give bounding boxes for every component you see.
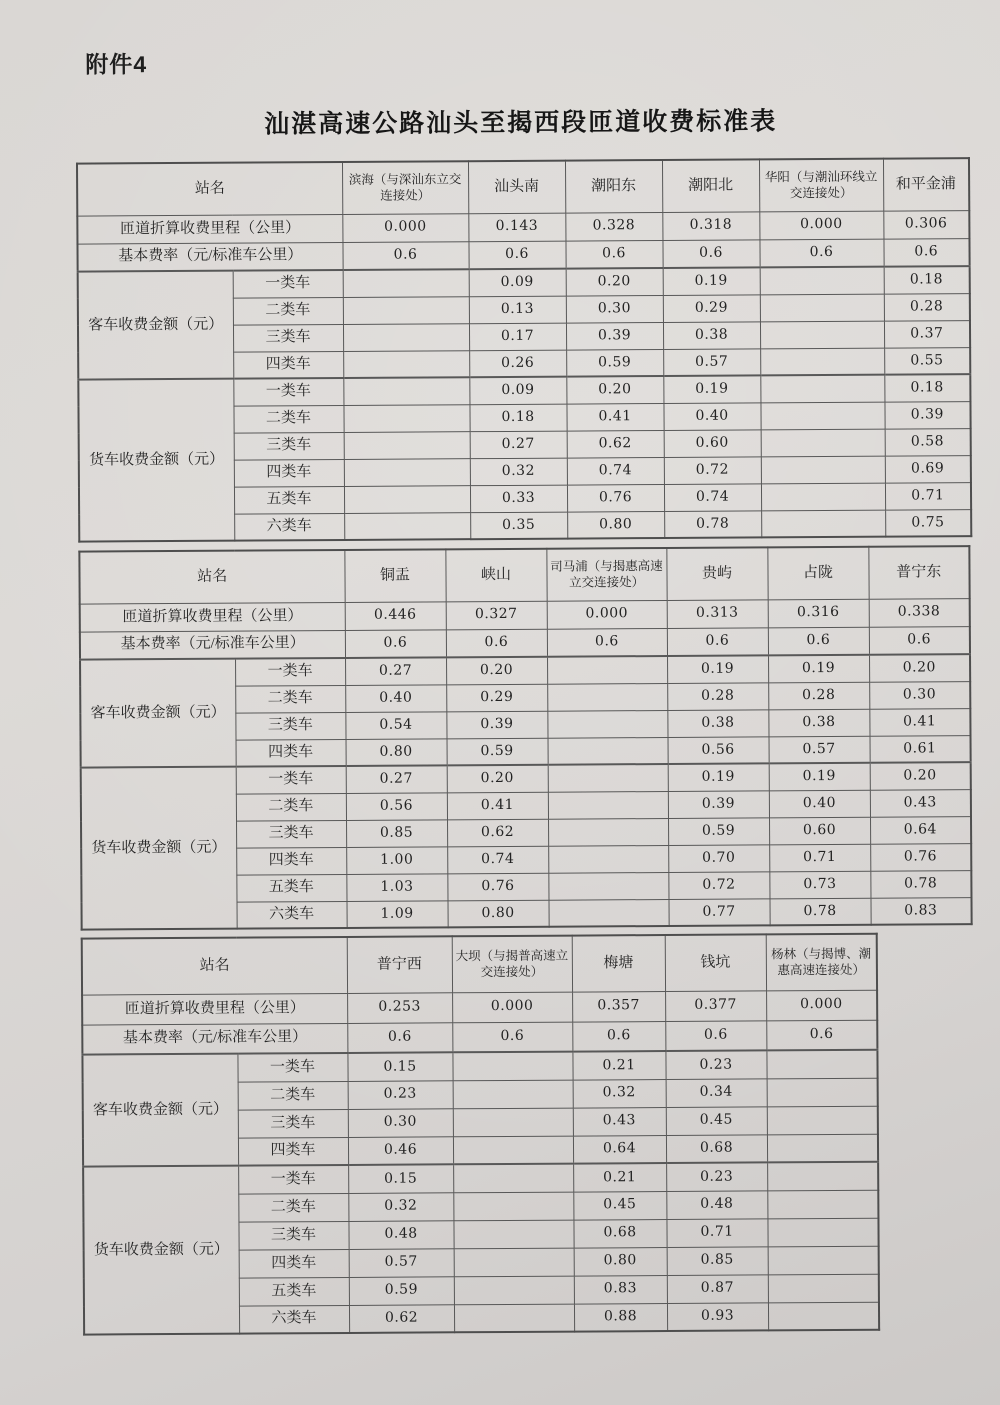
vehicle-class-cell: 一类车 [235,658,345,686]
toll-table-3 [81,933,880,1336]
truck-section-label-cell: 货车收费金额（元） [78,379,234,542]
truck-toll-value-cell [760,375,884,403]
truck-toll-value-cell: 0.88 [574,1303,667,1332]
passenger-toll-value-cell: 0.41 [869,708,970,736]
truck-toll-value-cell: 0.80 [447,900,548,928]
truck-toll-value-cell: 0.48 [348,1220,453,1249]
passenger-toll-value-cell: 0.20 [446,657,547,685]
truck-toll-value-cell [768,1246,879,1275]
mileage-value-cell: 0.253 [347,992,452,1023]
truck-toll-value-cell [767,1218,878,1247]
toll-table-1 [76,157,972,542]
vehicle-class-cell: 四类车 [239,1249,349,1278]
truck-section-label-cell: 货车收费金额（元） [81,767,237,930]
mileage-value-cell: 0.318 [662,211,759,240]
passenger-toll-value-cell: 0.19 [667,655,768,683]
passenger-toll-value-cell: 0.38 [768,709,869,737]
vehicle-class-cell: 三类车 [235,712,345,740]
truck-toll-value-cell [454,1248,574,1277]
passenger-toll-value-cell: 0.18 [884,266,970,294]
truck-toll-value-cell [548,845,668,873]
passenger-toll-value-cell: 0.30 [348,1108,453,1137]
passenger-toll-value-cell: 0.57 [663,348,760,376]
passenger-toll-value-cell: 0.29 [446,684,547,712]
truck-toll-value-cell: 0.33 [470,485,567,513]
truck-toll-value-cell: 0.80 [574,1247,667,1276]
passenger-toll-value-cell: 0.19 [768,655,869,683]
truck-toll-value-cell: 0.45 [573,1191,666,1220]
vehicle-class-cell: 一类车 [236,766,346,794]
mileage-value-cell: 0.143 [468,213,565,242]
base-rate-value-cell: 0.6 [342,241,468,270]
base-rate-value-cell: 0.6 [768,627,869,656]
truck-toll-value-cell: 0.20 [447,765,548,793]
vehicle-class-cell: 一类车 [233,378,343,406]
passenger-toll-value-cell: 0.29 [663,294,760,322]
passenger-toll-value-cell [547,683,667,711]
passenger-toll-value-cell [767,1078,878,1107]
base-rate-value-cell: 0.6 [347,1022,452,1053]
truck-toll-value-cell: 0.56 [346,792,447,820]
truck-toll-value-cell: 0.64 [870,816,971,844]
mileage-value-cell: 0.357 [572,991,665,1022]
truck-toll-value-cell: 0.69 [885,455,971,483]
truck-toll-value-cell: 0.32 [348,1192,453,1221]
passenger-section-label-cell: 客车收费金额（元） [78,271,234,380]
truck-toll-value-cell: 0.78 [664,510,761,538]
mileage-label-cell: 匝道折算收费里程（公里） [80,602,345,632]
passenger-section-label-cell: 客车收费金额（元） [82,1054,238,1167]
station-header-cell: 司马浦（与揭惠高速立交连接处） [546,548,666,601]
station-header-cell: 峡山 [445,549,546,602]
passenger-toll-value-cell [343,350,469,378]
passenger-toll-value-cell: 0.34 [666,1078,767,1107]
passenger-toll-value-cell [452,1052,572,1081]
vehicle-class-cell: 五类车 [239,1277,349,1306]
truck-toll-value-cell [761,429,885,457]
vehicle-class-cell: 二类车 [236,793,346,821]
vehicle-class-cell: 六类车 [239,1305,349,1334]
passenger-toll-value-cell [453,1108,573,1137]
passenger-toll-value-cell: 0.59 [447,738,548,766]
station-header-cell: 潮阳东 [565,160,662,213]
vehicle-class-cell: 二类车 [233,297,343,325]
station-header-cell: 华阳（与潮汕环线立交连接处） [759,159,883,212]
truck-toll-value-cell [761,483,885,511]
passenger-toll-value-cell: 0.28 [884,293,970,321]
base-rate-value-cell: 0.6 [468,241,565,270]
mileage-value-cell: 0.377 [665,990,766,1021]
truck-toll-value-cell: 0.48 [666,1190,767,1219]
mileage-value-cell: 0.000 [547,600,667,629]
passenger-toll-value-cell: 0.59 [566,349,663,377]
passenger-toll-value-cell [343,323,469,351]
passenger-toll-value-cell: 0.40 [345,684,446,712]
base-rate-value-cell: 0.6 [565,240,662,269]
document-title: 汕湛高速公路汕头至揭西段匝道收费标准表 [264,108,778,139]
vehicle-class-cell: 二类车 [235,685,345,713]
vehicle-class-cell: 四类车 [236,847,346,875]
passenger-toll-value-cell [766,1050,877,1079]
mileage-value-cell: 0.000 [759,211,883,240]
toll-table-2 [78,545,972,930]
truck-toll-value-cell [454,1304,574,1333]
truck-toll-value-cell [344,458,470,486]
truck-toll-value-cell [548,764,668,792]
truck-toll-value-cell: 0.68 [573,1219,666,1248]
truck-toll-value-cell: 0.60 [769,817,870,845]
truck-toll-value-cell: 0.20 [566,376,663,404]
station-header-cell: 铜盂 [344,549,445,602]
truck-toll-value-cell [548,818,668,846]
mileage-value-cell: 0.316 [768,599,869,628]
attachment-label: 附件4 [85,51,148,78]
base-rate-value-cell: 0.6 [869,626,970,655]
base-rate-value-cell: 0.6 [446,629,547,658]
truck-toll-value-cell: 0.27 [470,431,567,459]
truck-toll-value-cell: 0.74 [447,846,548,874]
base-rate-value-cell: 0.6 [759,239,883,268]
passenger-toll-value-cell [760,267,884,295]
passenger-toll-value-cell [343,296,469,324]
passenger-toll-value-cell [453,1136,573,1165]
truck-toll-value-cell: 0.62 [567,430,664,458]
base-rate-value-cell: 0.6 [665,1020,766,1051]
base-rate-value-cell: 0.6 [662,239,759,268]
passenger-toll-value-cell: 0.27 [345,657,446,685]
truck-toll-value-cell: 0.71 [885,482,971,510]
base-rate-value-cell: 0.6 [345,629,446,658]
base-rate-value-cell: 0.6 [452,1022,572,1053]
mileage-value-cell: 0.446 [345,601,446,630]
passenger-toll-value-cell: 0.39 [566,322,663,350]
passenger-toll-value-cell [548,737,668,765]
passenger-toll-value-cell: 0.54 [345,711,446,739]
truck-toll-value-cell: 0.57 [349,1248,454,1277]
truck-toll-value-cell: 0.19 [769,763,870,791]
truck-toll-value-cell: 0.18 [469,404,566,432]
truck-toll-value-cell: 0.70 [668,844,769,872]
passenger-toll-value-cell: 0.37 [884,320,970,348]
station-header-cell: 普宁西 [347,936,452,993]
truck-toll-value-cell: 0.39 [668,790,769,818]
truck-toll-value-cell [767,1190,878,1219]
passenger-toll-value-cell [767,1106,878,1135]
mileage-value-cell: 0.306 [883,210,969,239]
passenger-toll-value-cell [767,1134,878,1163]
vehicle-class-cell: 三类车 [234,432,344,460]
truck-toll-value-cell: 0.71 [666,1218,767,1247]
passenger-toll-value-cell: 0.46 [348,1136,453,1165]
truck-toll-value-cell: 0.23 [666,1162,767,1191]
passenger-toll-value-cell: 0.32 [573,1079,666,1108]
truck-toll-value-cell [453,1220,573,1249]
base-rate-value-cell: 0.6 [766,1020,877,1051]
truck-toll-value-cell: 0.19 [663,375,760,403]
mileage-label-cell: 匝道折算收费里程（公里） [77,214,342,244]
truck-toll-value-cell: 0.75 [885,509,971,537]
truck-toll-value-cell: 0.78 [769,898,870,926]
truck-toll-value-cell: 0.83 [870,897,971,925]
passenger-toll-value-cell [760,321,884,349]
passenger-toll-value-cell: 0.43 [573,1107,666,1136]
vehicle-class-cell: 三类车 [238,1221,348,1250]
truck-toll-value-cell [344,485,470,513]
truck-toll-value-cell: 0.41 [566,403,663,431]
passenger-toll-value-cell: 0.38 [663,321,760,349]
passenger-toll-value-cell [453,1080,573,1109]
base-rate-value-cell: 0.6 [547,628,667,657]
truck-toll-value-cell: 0.59 [668,817,769,845]
truck-toll-value-cell: 0.18 [884,374,970,402]
mileage-value-cell: 0.000 [766,990,877,1021]
truck-toll-value-cell: 0.59 [349,1276,454,1305]
passenger-toll-value-cell [547,710,667,738]
truck-toll-value-cell: 0.15 [348,1164,453,1193]
vehicle-class-cell: 一类车 [237,1053,347,1082]
passenger-toll-value-cell: 0.19 [663,267,760,295]
station-name-label-cell: 站名 [82,937,347,995]
truck-toll-value-cell [548,899,668,927]
station-name-label-cell: 站名 [77,162,342,216]
passenger-toll-value-cell: 0.26 [469,350,566,378]
vehicle-class-cell: 四类车 [234,459,344,487]
passenger-toll-value-cell: 0.64 [573,1135,666,1164]
vehicle-class-cell: 四类车 [238,1137,348,1166]
truck-toll-value-cell [548,872,668,900]
truck-toll-value-cell: 0.72 [668,871,769,899]
truck-toll-value-cell: 0.21 [573,1163,666,1192]
vehicle-class-cell: 六类车 [237,901,347,929]
vehicle-class-cell: 四类车 [236,739,346,767]
station-header-cell: 潮阳北 [662,159,759,212]
mileage-value-cell: 0.327 [446,601,547,630]
truck-toll-value-cell: 0.80 [567,511,664,539]
truck-toll-value-cell: 0.78 [870,870,971,898]
station-header-cell: 占陇 [767,547,868,600]
truck-toll-value-cell: 0.87 [667,1274,768,1303]
passenger-toll-value-cell: 0.23 [348,1080,453,1109]
truck-toll-value-cell: 0.85 [346,819,447,847]
truck-toll-value-cell: 0.39 [884,401,970,429]
base-rate-label-cell: 基本费率（元/标准车公里） [77,242,342,272]
vehicle-class-cell: 五类车 [236,874,346,902]
truck-toll-value-cell: 0.73 [769,871,870,899]
truck-toll-value-cell: 0.27 [346,765,447,793]
truck-toll-value-cell: 0.71 [769,844,870,872]
vehicle-class-cell: 三类车 [236,820,346,848]
vehicle-class-cell: 二类车 [238,1081,348,1110]
mileage-value-cell: 0.313 [667,599,768,628]
truck-toll-value-cell: 1.00 [346,846,447,874]
truck-toll-value-cell [548,791,668,819]
truck-toll-value-cell: 0.83 [574,1275,667,1304]
station-header-cell: 杨林（与揭博、潮惠高速连接处） [766,934,877,991]
truck-toll-value-cell [761,456,885,484]
truck-toll-value-cell: 0.72 [664,456,761,484]
passenger-toll-value-cell: 0.28 [667,682,768,710]
vehicle-class-cell: 六类车 [234,513,344,541]
passenger-toll-value-cell: 0.38 [667,709,768,737]
truck-section-label-cell: 货车收费金额（元） [83,1166,239,1335]
truck-toll-value-cell: 0.76 [447,873,548,901]
passenger-toll-value-cell: 0.30 [566,295,663,323]
truck-toll-value-cell: 0.62 [349,1304,454,1333]
passenger-toll-value-cell: 0.20 [566,268,663,296]
base-rate-label-cell: 基本费率（元/标准车公里） [82,1023,347,1055]
vehicle-class-cell: 一类车 [233,270,343,298]
vehicle-class-cell: 三类车 [233,324,343,352]
passenger-toll-value-cell: 0.20 [869,654,970,682]
passenger-toll-value-cell: 0.23 [665,1050,766,1079]
vehicle-class-cell: 四类车 [233,351,343,379]
passenger-toll-value-cell: 0.21 [572,1051,665,1080]
passenger-toll-value-cell: 0.30 [869,681,970,709]
truck-toll-value-cell [768,1274,879,1303]
truck-toll-value-cell [343,404,469,432]
passenger-toll-value-cell [547,656,667,684]
truck-toll-value-cell [453,1164,573,1193]
mileage-value-cell: 0.338 [869,598,970,627]
truck-toll-value-cell: 0.40 [769,790,870,818]
truck-toll-value-cell: 0.60 [664,429,761,457]
truck-toll-value-cell: 0.62 [447,819,548,847]
base-rate-value-cell: 0.6 [667,627,768,656]
base-rate-label-cell: 基本费率（元/标准车公里） [80,630,345,660]
passenger-toll-value-cell: 0.61 [870,735,971,763]
truck-toll-value-cell [344,512,470,540]
station-header-cell: 汕头南 [468,161,565,214]
truck-toll-value-cell: 0.76 [870,843,971,871]
mileage-value-cell: 0.000 [452,992,572,1023]
passenger-toll-value-cell: 0.17 [469,323,566,351]
passenger-section-label-cell: 客车收费金额（元） [80,659,236,768]
passenger-toll-value-cell: 0.57 [769,736,870,764]
truck-toll-value-cell: 0.43 [870,789,971,817]
passenger-toll-value-cell: 0.39 [446,711,547,739]
mileage-value-cell: 0.000 [342,213,468,242]
truck-toll-value-cell [761,510,885,538]
passenger-toll-value-cell: 0.15 [347,1052,452,1081]
truck-toll-value-cell: 0.41 [447,792,548,820]
station-header-cell: 和平金浦 [883,158,969,211]
passenger-toll-value-cell [760,294,884,322]
passenger-toll-value-cell [343,269,469,297]
truck-toll-value-cell [454,1276,574,1305]
station-name-label-cell: 站名 [79,550,344,604]
passenger-toll-value-cell: 0.09 [469,269,566,297]
truck-toll-value-cell: 0.93 [667,1302,768,1331]
vehicle-class-cell: 三类车 [238,1109,348,1138]
vehicle-class-cell: 二类车 [238,1193,348,1222]
station-header-cell: 大坝（与揭普高速立交连接处） [452,936,572,993]
truck-toll-value-cell [760,402,884,430]
truck-toll-value-cell: 0.58 [885,428,971,456]
passenger-toll-value-cell: 0.45 [666,1106,767,1135]
mileage-value-cell: 0.328 [565,212,662,241]
base-rate-value-cell: 0.6 [572,1021,665,1052]
station-header-cell: 普宁东 [868,546,969,599]
truck-toll-value-cell [343,377,469,405]
truck-toll-value-cell: 0.74 [664,483,761,511]
truck-toll-value-cell: 0.85 [667,1246,768,1275]
passenger-toll-value-cell: 0.80 [346,738,447,766]
station-header-cell: 贵屿 [666,547,767,600]
passenger-toll-value-cell: 0.28 [768,682,869,710]
passenger-toll-value-cell: 0.56 [668,736,769,764]
truck-toll-value-cell: 0.32 [470,458,567,486]
truck-toll-value-cell: 0.40 [663,402,760,430]
truck-toll-value-cell: 1.03 [346,873,447,901]
vehicle-class-cell: 一类车 [238,1165,348,1194]
mileage-label-cell: 匝道折算收费里程（公里） [82,993,347,1025]
truck-toll-value-cell [767,1162,878,1191]
truck-toll-value-cell [453,1192,573,1221]
passenger-toll-value-cell: 0.68 [666,1134,767,1163]
truck-toll-value-cell [344,431,470,459]
station-header-cell: 钱坑 [665,934,766,991]
truck-toll-value-cell: 0.74 [567,457,664,485]
passenger-toll-value-cell: 0.55 [884,347,970,375]
vehicle-class-cell: 五类车 [234,486,344,514]
truck-toll-value-cell: 0.76 [567,484,664,512]
passenger-toll-value-cell [760,348,884,376]
station-header-cell: 滨海（与深汕东立交连接处） [342,161,468,214]
truck-toll-value-cell: 0.09 [469,377,566,405]
truck-toll-value-cell: 0.19 [668,763,769,791]
truck-toll-value-cell: 1.09 [347,900,448,928]
vehicle-class-cell: 二类车 [233,405,343,433]
passenger-toll-value-cell: 0.13 [469,296,566,324]
truck-toll-value-cell: 0.35 [470,512,567,540]
truck-toll-value-cell: 0.77 [668,898,769,926]
station-header-cell: 梅塘 [572,935,665,992]
base-rate-value-cell: 0.6 [883,238,969,267]
truck-toll-value-cell [768,1302,879,1331]
truck-toll-value-cell: 0.20 [870,762,971,790]
